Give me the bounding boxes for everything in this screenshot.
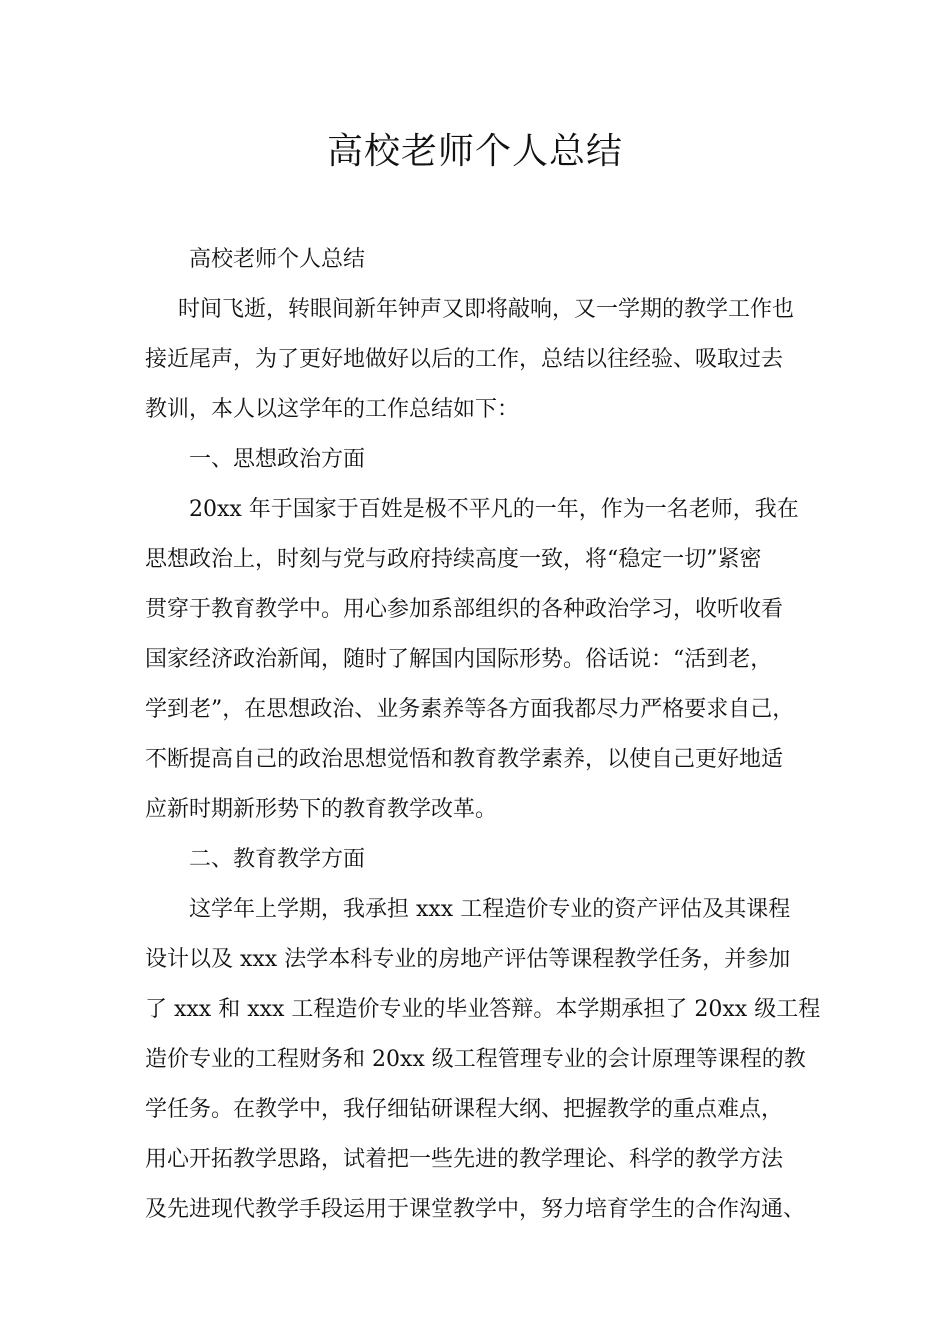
text-line: 造价专业的工程财务和 20xx 级工程管理专业的会计原理等课程的教 bbox=[145, 1047, 806, 1072]
text-line: 接近尾声，为了更好地做好以后的工作，总结以往经验、吸取过去 bbox=[145, 347, 784, 372]
document-subtitle: 高校老师个人总结 bbox=[189, 247, 366, 272]
intro-paragraph bbox=[145, 285, 825, 435]
text-line: 贯穿于教育教学中。用心参加系部组织的各种政治学习，收听收看 bbox=[145, 597, 784, 622]
text-line: 20xx 年于国家于百姓是极不平凡的一年，作为一名老师，我在 bbox=[189, 497, 799, 522]
text-line: 不断提高自己的政治思想觉悟和教育教学素养，以使自己更好地适 bbox=[145, 747, 784, 772]
document-body bbox=[145, 235, 825, 1235]
text-line: 教训，本人以这学年的工作总结如下： bbox=[145, 397, 520, 422]
politics-paragraph bbox=[145, 485, 825, 835]
document-title: 高校老师个人总结 bbox=[326, 131, 623, 172]
text-line: 学到老”，在思想政治、业务素养等各方面我都尽力严格要求自己， bbox=[145, 697, 795, 722]
text-line: 应新时期新形势下的教育教学改革。 bbox=[145, 797, 498, 822]
text-line: 这学年上学期，我承担 xxx 工程造价专业的资产评估及其课程 bbox=[189, 897, 791, 922]
text-line: 国家经济政治新闻，随时了解国内国际形势。俗话说：“活到老， bbox=[145, 647, 773, 672]
text-line: 思想政治上，时刻与党与政府持续高度一致，将“稳定一切”紧密 bbox=[145, 547, 762, 572]
text-line: 时间飞逝，转眼间新年钟声又即将敲响，又一学期的教学工作也 bbox=[178, 297, 795, 322]
text-line: 及先进现代教学手段运用于课堂教学中，努力培育学生的合作沟通、 bbox=[145, 1197, 806, 1222]
text-line: 设计以及 xxx 法学本科专业的房地产评估等课程教学任务，并参加 bbox=[145, 947, 791, 972]
section-heading-politics: 一、思想政治方面 bbox=[189, 447, 366, 472]
teaching-paragraph bbox=[145, 885, 825, 1235]
text-line: 用心开拓教学思路，试着把一些先进的教学理论、科学的教学方法 bbox=[145, 1147, 784, 1172]
text-line: 了 xxx 和 xxx 工程造价专业的毕业答辩。本学期承担了 20xx 级工程 bbox=[145, 997, 821, 1022]
section-heading-teaching: 二、教育教学方面 bbox=[189, 847, 366, 872]
text-line: 学任务。在教学中，我仔细钻研课程大纲、把握教学的重点难点， bbox=[145, 1097, 784, 1122]
